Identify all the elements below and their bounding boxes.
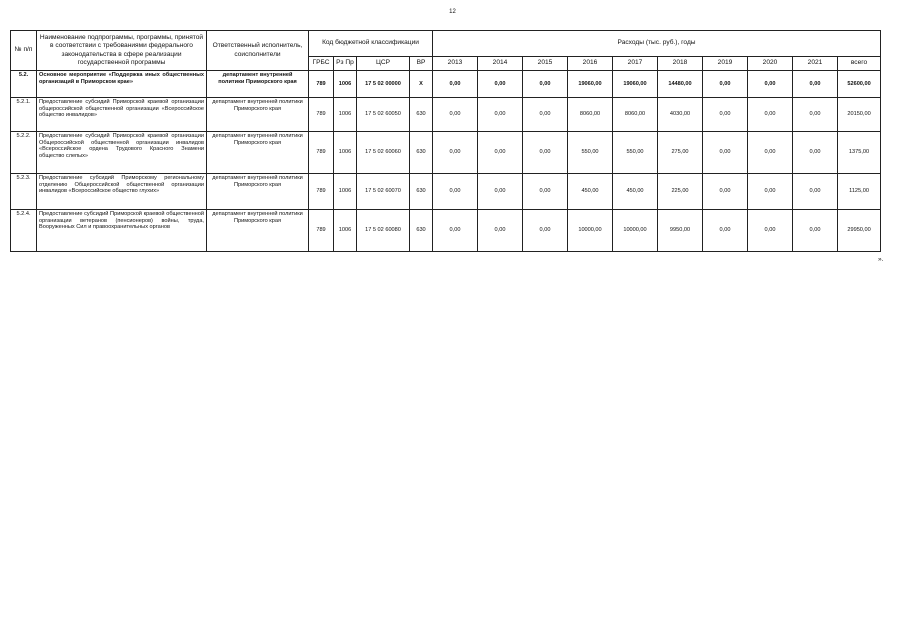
header-year-col: 2015 bbox=[523, 57, 568, 71]
row-rzpr: 1006 bbox=[334, 98, 357, 132]
row-value: 450,00 bbox=[613, 174, 658, 210]
row-value: 0,00 bbox=[523, 98, 568, 132]
header-row-main bbox=[11, 31, 881, 57]
row-value: 8060,00 bbox=[613, 98, 658, 132]
header-year-col: 2019 bbox=[703, 57, 748, 71]
row-value: 0,00 bbox=[478, 98, 523, 132]
row-value: 52600,00 bbox=[838, 71, 881, 98]
table-row bbox=[11, 98, 881, 132]
row-vr: 630 bbox=[410, 174, 433, 210]
header-year-col: 2016 bbox=[568, 57, 613, 71]
row-value: 0,00 bbox=[478, 132, 523, 174]
row-value: 0,00 bbox=[433, 174, 478, 210]
row-csr: 17 5 02 60050 bbox=[357, 98, 410, 132]
row-value: 0,00 bbox=[523, 71, 568, 98]
header-code-col: Рз Пр bbox=[334, 57, 357, 71]
row-executor: департамент внутренней политики Приморского края bbox=[207, 174, 309, 210]
header-year-col: 2013 bbox=[433, 57, 478, 71]
row-csr: 17 5 02 60070 bbox=[357, 174, 410, 210]
row-grbs: 789 bbox=[309, 71, 334, 98]
row-vr: Х bbox=[410, 71, 433, 98]
table-row bbox=[11, 71, 881, 98]
row-value: 0,00 bbox=[793, 132, 838, 174]
row-value: 0,00 bbox=[748, 132, 793, 174]
row-name: Предоставление субсидий Приморской краевой организации Общероссийской общественной организации инвалидов «Всероссийское ордена Трудового Красного Знамени общество слепых» bbox=[37, 132, 207, 174]
row-csr: 17 5 02 00000 bbox=[357, 71, 410, 98]
row-value: 1125,00 bbox=[838, 174, 881, 210]
header-year-col: всего bbox=[838, 57, 881, 71]
header-code-col: ВР bbox=[410, 57, 433, 71]
row-value: 275,00 bbox=[658, 132, 703, 174]
row-executor: департамент внутренней политики Приморского края bbox=[207, 98, 309, 132]
header-year-col: 2014 bbox=[478, 57, 523, 71]
row-value: 550,00 bbox=[568, 132, 613, 174]
row-csr: 17 5 02 60060 bbox=[357, 132, 410, 174]
header-year-col: 2018 bbox=[658, 57, 703, 71]
row-executor: департамент внутренней политики Приморского края bbox=[207, 132, 309, 174]
row-value: 20150,00 bbox=[838, 98, 881, 132]
table-body bbox=[11, 71, 881, 252]
row-number: 5.2.4. bbox=[11, 210, 37, 252]
row-value: 1375,00 bbox=[838, 132, 881, 174]
row-name: Предоставление субсидий Приморской краевой общественной организации ветеранов (пенсионеров) войны, труда, Вооруженных Сил и правоохранительных органов bbox=[37, 210, 207, 252]
row-value: 0,00 bbox=[478, 210, 523, 252]
row-value: 0,00 bbox=[433, 132, 478, 174]
table-row bbox=[11, 174, 881, 210]
row-value: 19060,00 bbox=[613, 71, 658, 98]
page-number: 12 bbox=[449, 9, 456, 15]
row-value: 0,00 bbox=[523, 210, 568, 252]
row-value: 0,00 bbox=[478, 71, 523, 98]
row-rzpr: 1006 bbox=[334, 132, 357, 174]
row-value: 0,00 bbox=[433, 71, 478, 98]
row-rzpr: 1006 bbox=[334, 71, 357, 98]
row-csr: 17 5 02 60080 bbox=[357, 210, 410, 252]
table-row bbox=[11, 210, 881, 252]
row-vr: 630 bbox=[410, 210, 433, 252]
row-value: 0,00 bbox=[703, 98, 748, 132]
row-value: 19060,00 bbox=[568, 71, 613, 98]
row-value: 225,00 bbox=[658, 174, 703, 210]
closing-mark: ». bbox=[878, 256, 884, 263]
header-executor: Ответственный исполнитель, соисполнители bbox=[207, 31, 309, 71]
row-value: 0,00 bbox=[793, 174, 838, 210]
header-year-col: 2021 bbox=[793, 57, 838, 71]
row-vr: 630 bbox=[410, 132, 433, 174]
row-value: 0,00 bbox=[433, 98, 478, 132]
table-row bbox=[11, 132, 881, 174]
row-value: 0,00 bbox=[523, 174, 568, 210]
row-grbs: 789 bbox=[309, 210, 334, 252]
row-value: 0,00 bbox=[433, 210, 478, 252]
row-value: 0,00 bbox=[793, 71, 838, 98]
header-code-col: ГРБС bbox=[309, 57, 334, 71]
row-value: 0,00 bbox=[793, 98, 838, 132]
row-grbs: 789 bbox=[309, 132, 334, 174]
row-grbs: 789 bbox=[309, 174, 334, 210]
row-executor: департамент внутренней политики Приморского края bbox=[207, 71, 309, 98]
row-vr: 630 bbox=[410, 98, 433, 132]
budget-table bbox=[10, 30, 881, 252]
row-value: 0,00 bbox=[523, 132, 568, 174]
row-value: 0,00 bbox=[703, 174, 748, 210]
header-expenses-group: Расходы (тыс. руб.), годы bbox=[433, 31, 881, 57]
row-value: 0,00 bbox=[748, 71, 793, 98]
row-value: 0,00 bbox=[703, 71, 748, 98]
row-value: 8060,00 bbox=[568, 98, 613, 132]
row-rzpr: 1006 bbox=[334, 174, 357, 210]
row-value: 29950,00 bbox=[838, 210, 881, 252]
row-number: 5.2. bbox=[11, 71, 37, 98]
header-code-group: Код бюджетной классификации bbox=[309, 31, 433, 57]
row-value: 4030,00 bbox=[658, 98, 703, 132]
row-executor: департамент внутренней политики Приморского края bbox=[207, 210, 309, 252]
row-value: 0,00 bbox=[478, 174, 523, 210]
header-num: № п/п bbox=[11, 31, 37, 71]
row-value: 0,00 bbox=[748, 98, 793, 132]
row-value: 0,00 bbox=[748, 210, 793, 252]
row-value: 0,00 bbox=[703, 210, 748, 252]
row-name: Предоставление субсидий Приморской краевой организации общероссийской общественной организации «Всероссийское общество инвалидов» bbox=[37, 98, 207, 132]
row-name: Предоставление субсидий Приморскому региональному отделению Общероссийской общественной организации инвалидов «Всероссийское общество глухих» bbox=[37, 174, 207, 210]
row-grbs: 789 bbox=[309, 98, 334, 132]
row-value: 550,00 bbox=[613, 132, 658, 174]
row-number: 5.2.2. bbox=[11, 132, 37, 174]
header-name: Наименование подпрограммы, программы, принятой в соответствии с требованиями федерального законодательства в сфере реализации государственной программы bbox=[37, 31, 207, 71]
row-value: 14480,00 bbox=[658, 71, 703, 98]
row-value: 10000,00 bbox=[613, 210, 658, 252]
row-value: 0,00 bbox=[793, 210, 838, 252]
row-number: 5.2.3. bbox=[11, 174, 37, 210]
row-value: 9950,00 bbox=[658, 210, 703, 252]
row-value: 450,00 bbox=[568, 174, 613, 210]
row-number: 5.2.1. bbox=[11, 98, 37, 132]
row-value: 0,00 bbox=[703, 132, 748, 174]
row-value: 0,00 bbox=[748, 174, 793, 210]
header-code-col: ЦСР bbox=[357, 57, 410, 71]
row-rzpr: 1006 bbox=[334, 210, 357, 252]
row-value: 10000,00 bbox=[568, 210, 613, 252]
row-name: Основное мероприятие «Поддержка иных общественных организаций в Приморском крае» bbox=[37, 71, 207, 98]
header-year-col: 2017 bbox=[613, 57, 658, 71]
header-year-col: 2020 bbox=[748, 57, 793, 71]
